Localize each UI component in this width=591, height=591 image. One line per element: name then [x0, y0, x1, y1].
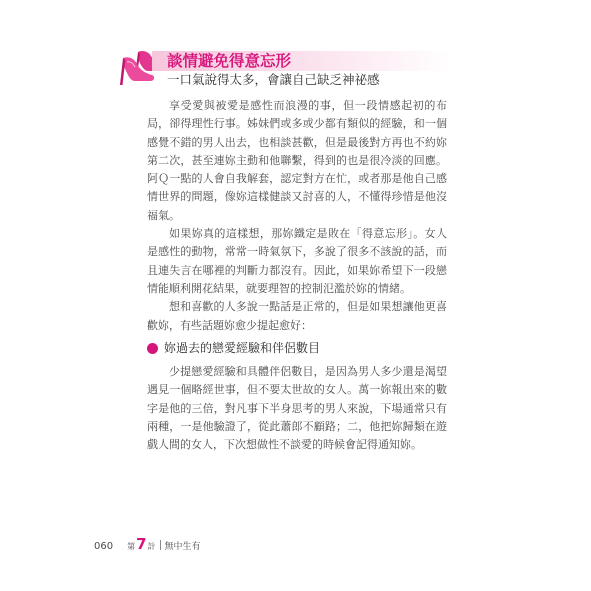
article-subtitle: 一口氣說得太多，會讓自己缺乏神祕感 [167, 72, 380, 87]
page-footer [94, 535, 201, 553]
footer-divider [160, 540, 161, 550]
chapter-suffix: 計 [147, 542, 156, 551]
pink-dot-icon [147, 343, 158, 354]
page-number: 060 [94, 541, 114, 552]
article-title: 談情避免得意忘形 [167, 52, 292, 70]
paragraph: 如果妳真的這樣想，那妳鐵定是敗在「得意忘形」。女人是感性的動物，常常一時氣氛下，多說了很多不該說的話，而且連失言在哪裡的判斷力都沒有。因此，如果妳希望下一段戀情能順利開花結果，就要理智的控制氾濫於妳的情緒。 [147, 227, 447, 295]
section-heading [147, 340, 320, 356]
section-body [147, 363, 447, 454]
paragraph: 想和喜歡的人多說一點話是正常的，但是如果想讓他更喜歡妳，有些話題妳愈少提起愈好： [147, 300, 447, 332]
chapter-prefix: 第 [127, 542, 136, 551]
paragraph: 享受愛與被愛是感性而浪漫的事，但一段情感起初的布局，卻得理性行事。姊妹們或多或少都有類似的經驗，和一個感覺不錯的男人出去，也相談甚歡，但是最後對方再也不約妳第二次，甚至連妳主動和他聯繫，得到的也是很冷淡的回應。阿Ｑ一點的人會自我解套，認定對方在忙，或者那是他自己感情世界的問題，像妳這樣健談又討喜的人，不懂得珍惜是他沒福氣。 [147, 99, 447, 222]
intro-body [147, 97, 447, 335]
paragraph: 少提戀愛經驗和具體伴侶數目，是因為男人多少還是渴望遇見一個略經世事，但不要太世故的女人。萬一妳報出來的數字是他的三倍，對凡事下半身思考的男人來說，下場通常只有兩種，一是他驗證了，從此蕭郎不顧路；二，他把妳歸類在遊戲人間的女人，下次想做性不談愛的時候會記得通知妳。 [147, 365, 447, 452]
chapter-title: 無中生有 [164, 542, 201, 552]
section-title: 妳過去的戀愛經驗和伴侶數目 [164, 341, 321, 355]
chapter-number: 7 [136, 535, 147, 553]
